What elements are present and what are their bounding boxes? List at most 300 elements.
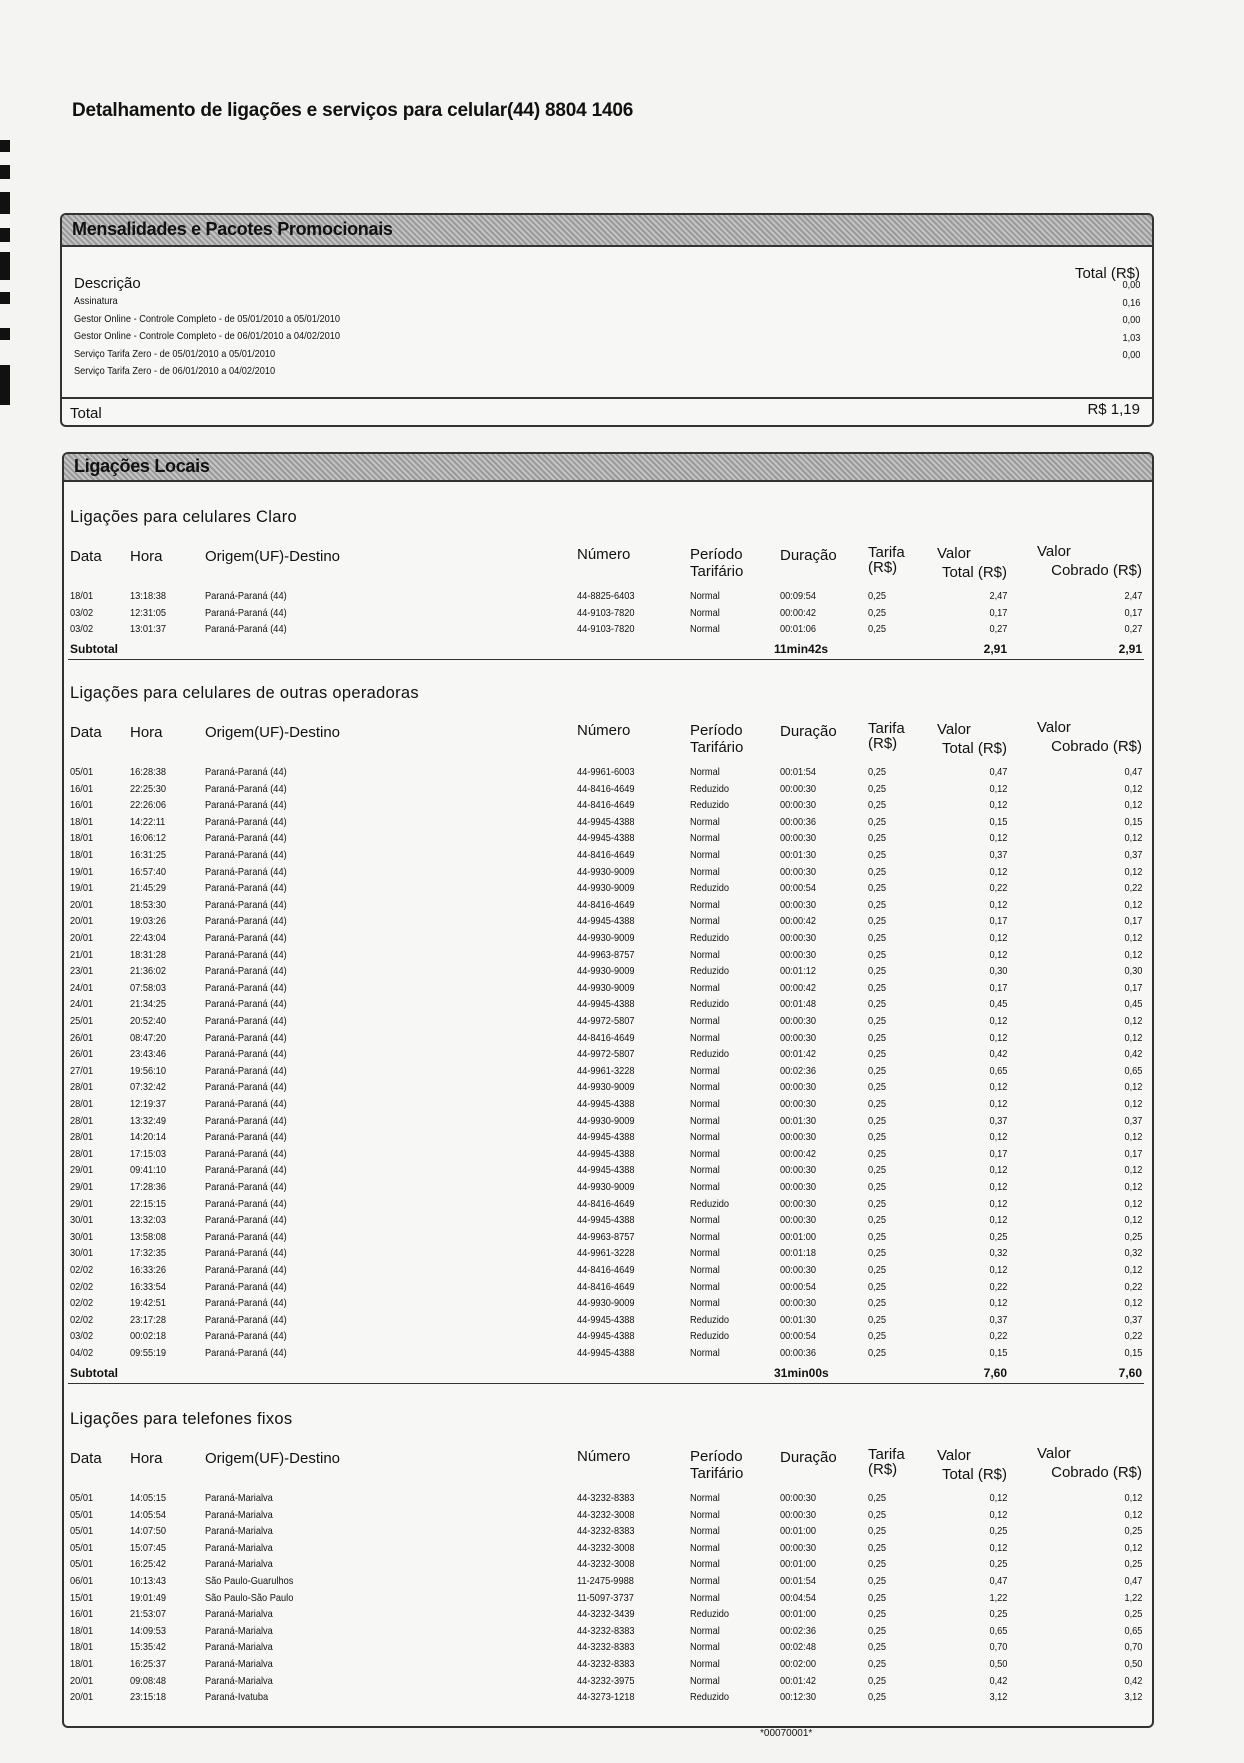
cell-periodo: Normal <box>690 1114 720 1127</box>
cell-tarifa: 0,25 <box>868 1147 886 1160</box>
cell-periodo: Reduzido <box>690 1197 730 1210</box>
cell-duracao: 00:00:30 <box>780 1297 816 1310</box>
cell-origem: Paraná-Paraná (44) <box>205 965 287 978</box>
cell-valor-cobrado: 0,12 <box>1124 1297 1142 1310</box>
cell-origem: Paraná-Paraná (44) <box>205 832 287 845</box>
total-value: R$ 1,19 <box>1087 401 1140 418</box>
cell-tarifa: 0,25 <box>868 882 886 895</box>
cell-data: 24/01 <box>70 998 94 1011</box>
cell-valor-total: 0,12 <box>989 948 1007 961</box>
cell-hora: 16:28:38 <box>130 766 166 778</box>
cell-periodo: Normal <box>690 606 720 619</box>
cell-numero: 44-3232-8383 <box>577 1624 635 1637</box>
cell-tarifa: 0,25 <box>868 1264 886 1276</box>
col-origem: Origem(UF)-Destino <box>205 724 341 741</box>
col-numero: Número <box>577 1448 631 1465</box>
cell-numero: 44-9972-5807 <box>577 1015 635 1027</box>
cell-periodo: Reduzido <box>690 1330 730 1343</box>
cell-periodo: Normal <box>690 1247 720 1260</box>
cell-hora: 14:05:15 <box>130 1492 166 1504</box>
cell-periodo: Normal <box>690 815 720 828</box>
cell-tarifa: 0,25 <box>868 1591 886 1604</box>
cell-tarifa: 0,25 <box>868 865 886 878</box>
cell-valor-cobrado: 0,17 <box>1124 1147 1142 1160</box>
cell-data: 26/01 <box>70 1031 94 1044</box>
col-valor-cobrado: Valor <box>1037 719 1071 736</box>
cell-valor-total: 0,30 <box>989 965 1007 978</box>
cell-periodo: Normal <box>690 1098 720 1110</box>
col-valor-total: Valor <box>937 721 971 738</box>
col-data: Data <box>70 548 102 565</box>
cell-valor-total: 0,17 <box>989 606 1007 619</box>
cell-hora: 15:35:42 <box>130 1641 166 1654</box>
cell-tarifa: 0,25 <box>868 1508 886 1521</box>
col-periodo: Período <box>690 722 743 739</box>
divider <box>62 397 1152 399</box>
cell-valor-total: 0,65 <box>989 1064 1007 1077</box>
cell-periodo: Normal <box>690 1575 720 1587</box>
cell-periodo: Normal <box>690 1624 720 1637</box>
cell-tarifa: 0,25 <box>868 1558 886 1571</box>
cell-periodo: Normal <box>690 1015 720 1027</box>
cell-tarifa: 0,25 <box>868 1525 886 1538</box>
item-value: 0,00 <box>1122 279 1140 291</box>
cell-numero: 44-9963-8757 <box>577 948 635 961</box>
item-description: Assinatura <box>74 295 118 307</box>
cell-valor-cobrado: 0,12 <box>1124 932 1142 944</box>
cell-valor-total: 0,32 <box>989 1247 1007 1260</box>
cell-numero: 44-8416-4649 <box>577 1197 635 1210</box>
item-description: Serviço Tarifa Zero - de 06/01/2010 a 04/02/2010 <box>74 365 276 377</box>
cell-origem: Paraná-Paraná (44) <box>205 1131 287 1144</box>
cell-tarifa: 0,25 <box>868 782 886 795</box>
cell-hora: 19:56:10 <box>130 1064 166 1077</box>
cell-valor-total: 2,47 <box>989 590 1007 602</box>
cell-hora: 13:58:08 <box>130 1230 166 1243</box>
scan-mark <box>0 252 10 280</box>
cell-valor-total: 0,12 <box>989 1214 1007 1227</box>
cell-origem: Paraná-Paraná (44) <box>205 915 287 928</box>
cell-numero: 44-9945-4388 <box>577 1098 635 1110</box>
cell-valor-total: 0,37 <box>989 1114 1007 1127</box>
cell-data: 06/01 <box>70 1575 94 1587</box>
cell-periodo: Reduzido <box>690 965 730 978</box>
cell-tarifa: 0,25 <box>868 1214 886 1227</box>
cell-numero: 44-9945-4388 <box>577 1347 635 1359</box>
cell-valor-total: 0,17 <box>989 915 1007 928</box>
cell-numero: 44-9945-4388 <box>577 998 635 1011</box>
cell-valor-cobrado: 0,12 <box>1124 1181 1142 1193</box>
cell-tarifa: 0,25 <box>868 1048 886 1061</box>
cell-data: 05/01 <box>70 766 94 778</box>
cell-valor-total: 0,12 <box>989 832 1007 845</box>
cell-valor-total: 0,12 <box>989 799 1007 812</box>
cell-valor-cobrado: 0,37 <box>1124 849 1142 861</box>
cell-tarifa: 0,25 <box>868 915 886 928</box>
cell-duracao: 00:00:54 <box>780 1280 816 1293</box>
cell-valor-cobrado: 0,12 <box>1124 1492 1142 1504</box>
cell-data: 23/01 <box>70 965 94 978</box>
cell-valor-total: 0,12 <box>989 1015 1007 1027</box>
cell-periodo: Reduzido <box>690 998 730 1011</box>
cell-origem: Paraná-Paraná (44) <box>205 590 287 602</box>
cell-origem: Paraná-Paraná (44) <box>205 782 287 795</box>
cell-numero: 44-9930-9009 <box>577 865 635 878</box>
cell-valor-cobrado: 0,17 <box>1124 606 1142 619</box>
cell-valor-cobrado: 0,15 <box>1124 815 1142 828</box>
cell-valor-cobrado: 0,12 <box>1124 1131 1142 1144</box>
cell-valor-total: 0,12 <box>989 1264 1007 1276</box>
cell-tarifa: 0,25 <box>868 1658 886 1670</box>
cell-tarifa: 0,25 <box>868 1330 886 1343</box>
mensalidades-header-bar <box>62 215 1152 247</box>
cell-data: 30/01 <box>70 1247 94 1260</box>
cell-duracao: 00:02:48 <box>780 1641 816 1654</box>
cell-numero: 44-8416-4649 <box>577 1264 635 1276</box>
cell-periodo: Normal <box>690 948 720 961</box>
cell-valor-cobrado: 0,25 <box>1124 1608 1142 1621</box>
cell-periodo: Normal <box>690 1181 720 1193</box>
cell-hora: 16:25:37 <box>130 1658 166 1670</box>
cell-tarifa: 0,25 <box>868 1131 886 1144</box>
col-valor-total-2: Total (R$) <box>941 564 1007 581</box>
cell-hora: 08:47:20 <box>130 1031 166 1044</box>
cell-numero: 11-5097-3737 <box>577 1591 634 1604</box>
cell-data: 25/01 <box>70 1015 94 1027</box>
cell-tarifa: 0,25 <box>868 832 886 845</box>
cell-duracao: 00:00:36 <box>780 815 816 828</box>
col-periodo: Período <box>690 1448 743 1465</box>
cell-data: 02/02 <box>70 1280 94 1293</box>
cell-tarifa: 0,25 <box>868 1608 886 1621</box>
cell-numero: 44-9930-9009 <box>577 1114 635 1127</box>
subtotal-label: Subtotal <box>70 641 118 656</box>
cell-periodo: Reduzido <box>690 882 730 895</box>
cell-duracao: 00:00:36 <box>780 1347 816 1359</box>
scan-mark <box>0 192 10 214</box>
cell-origem: São Paulo-São Paulo <box>205 1591 294 1604</box>
cell-hora: 13:01:37 <box>130 623 166 636</box>
cell-origem: Paraná-Paraná (44) <box>205 865 287 878</box>
cell-duracao: 00:00:42 <box>780 606 816 619</box>
cell-hora: 22:15:15 <box>130 1197 166 1210</box>
cell-tarifa: 0,25 <box>868 766 886 778</box>
cell-hora: 16:33:54 <box>130 1280 166 1293</box>
item-value: 0,16 <box>1122 296 1140 309</box>
scan-mark <box>0 165 10 179</box>
cell-periodo: Normal <box>690 623 720 636</box>
cell-origem: Paraná-Paraná (44) <box>205 1214 287 1227</box>
col-duracao: Duração <box>780 1449 837 1466</box>
cell-numero: 44-9945-4388 <box>577 915 635 928</box>
cell-origem: Paraná-Paraná (44) <box>205 623 287 636</box>
cell-duracao: 00:00:30 <box>780 1541 816 1554</box>
cell-duracao: 00:01:42 <box>780 1674 816 1687</box>
cell-hora: 14:09:53 <box>130 1624 166 1637</box>
cell-valor-total: 0,27 <box>989 623 1007 636</box>
cell-hora: 16:31:25 <box>130 849 166 861</box>
cell-numero: 44-3232-3008 <box>577 1541 635 1554</box>
cell-duracao: 00:09:54 <box>780 590 816 602</box>
section-title: Ligações para celulares Claro <box>70 508 297 526</box>
cell-origem: Paraná-Paraná (44) <box>205 1280 287 1293</box>
cell-valor-total: 0,22 <box>989 1330 1007 1343</box>
cell-data: 18/01 <box>70 849 94 861</box>
cell-data: 03/02 <box>70 606 94 619</box>
cell-numero: 44-3232-8383 <box>577 1525 635 1538</box>
cell-tarifa: 0,25 <box>868 1347 886 1359</box>
item-value: 1,03 <box>1122 331 1140 344</box>
cell-periodo: Normal <box>690 590 720 602</box>
cell-periodo: Normal <box>690 1230 720 1243</box>
scan-mark <box>0 228 10 242</box>
cell-valor-cobrado: 0,47 <box>1124 1575 1142 1587</box>
cell-data: 02/02 <box>70 1313 94 1326</box>
cell-valor-total: 0,12 <box>989 782 1007 795</box>
col-tarifa: Tarifa <box>868 1446 905 1463</box>
cell-duracao: 00:00:30 <box>780 799 816 812</box>
divider <box>68 659 1144 660</box>
col-periodo-2: Tarifário <box>690 563 744 580</box>
cell-hora: 23:17:28 <box>130 1313 166 1326</box>
cell-duracao: 00:00:30 <box>780 1098 816 1110</box>
cell-duracao: 00:12:30 <box>780 1691 816 1704</box>
cell-duracao: 00:00:30 <box>780 932 816 944</box>
cell-valor-total: 0,12 <box>989 1031 1007 1044</box>
cell-duracao: 00:01:30 <box>780 1114 816 1127</box>
col-valor-total: Valor <box>937 545 971 562</box>
cell-valor-cobrado: 0,12 <box>1124 898 1142 911</box>
cell-valor-total: 0,25 <box>989 1230 1007 1243</box>
cell-data: 18/01 <box>70 1658 94 1670</box>
cell-valor-total: 0,22 <box>989 1280 1007 1293</box>
cell-tarifa: 0,25 <box>868 1164 886 1177</box>
col-origem: Origem(UF)-Destino <box>205 548 341 565</box>
col-valor-cobrado-2: Cobrado (R$) <box>1051 738 1142 755</box>
cell-periodo: Reduzido <box>690 799 730 812</box>
cell-origem: Paraná-Paraná (44) <box>205 1147 287 1160</box>
cell-valor-cobrado: 0,65 <box>1124 1624 1142 1637</box>
cell-data: 03/02 <box>70 623 94 636</box>
cell-valor-cobrado: 0,22 <box>1124 1330 1142 1343</box>
cell-valor-cobrado: 0,12 <box>1124 1508 1142 1521</box>
cell-periodo: Normal <box>690 1525 720 1538</box>
cell-origem: Paraná-Marialva <box>205 1641 273 1654</box>
col-periodo-2: Tarifário <box>690 1465 744 1482</box>
cell-numero: 44-8416-4649 <box>577 799 635 812</box>
cell-hora: 13:18:38 <box>130 590 166 602</box>
cell-data: 15/01 <box>70 1591 94 1604</box>
cell-hora: 21:36:02 <box>130 965 166 978</box>
cell-hora: 22:25:30 <box>130 782 166 795</box>
cell-numero: 44-3273-1218 <box>577 1691 635 1704</box>
cell-hora: 12:19:37 <box>130 1098 166 1110</box>
cell-tarifa: 0,25 <box>868 799 886 812</box>
cell-numero: 44-9945-4388 <box>577 815 635 828</box>
cell-data: 20/01 <box>70 932 94 944</box>
cell-duracao: 00:00:30 <box>780 1131 816 1144</box>
cell-tarifa: 0,25 <box>868 1297 886 1310</box>
col-data: Data <box>70 724 102 741</box>
cell-tarifa: 0,25 <box>868 932 886 944</box>
col-periodo: Período <box>690 546 743 563</box>
cell-data: 18/01 <box>70 832 94 845</box>
cell-origem: Paraná-Paraná (44) <box>205 998 287 1011</box>
cell-tarifa: 0,25 <box>868 1114 886 1127</box>
cell-origem: Paraná-Paraná (44) <box>205 1181 287 1193</box>
cell-origem: Paraná-Paraná (44) <box>205 1048 287 1061</box>
cell-valor-total: 0,12 <box>989 865 1007 878</box>
cell-valor-cobrado: 0,47 <box>1124 766 1142 778</box>
cell-duracao: 00:00:30 <box>780 782 816 795</box>
col-data: Data <box>70 1450 102 1467</box>
cell-periodo: Normal <box>690 1492 720 1504</box>
cell-duracao: 00:00:30 <box>780 1081 816 1094</box>
cell-valor-cobrado: 0,12 <box>1124 1081 1142 1094</box>
cell-periodo: Normal <box>690 1164 720 1177</box>
cell-numero: 44-8416-4649 <box>577 898 635 911</box>
cell-periodo: Normal <box>690 1147 720 1160</box>
col-total: Total (R$) <box>1074 265 1140 282</box>
cell-valor-cobrado: 0,12 <box>1124 948 1142 961</box>
cell-tarifa: 0,25 <box>868 898 886 911</box>
col-numero: Número <box>577 546 631 563</box>
cell-valor-cobrado: 0,30 <box>1124 965 1142 978</box>
cell-duracao: 00:00:30 <box>780 1508 816 1521</box>
cell-valor-total: 0,25 <box>989 1558 1007 1571</box>
cell-origem: Paraná-Paraná (44) <box>205 932 287 944</box>
cell-data: 16/01 <box>70 782 94 795</box>
cell-valor-cobrado: 0,32 <box>1124 1247 1142 1260</box>
cell-origem: Paraná-Paraná (44) <box>205 1247 287 1260</box>
subtotal-duracao: 11min42s <box>774 641 829 656</box>
cell-numero: 44-9961-6003 <box>577 766 635 778</box>
ligacoes-locais-box <box>62 452 1154 1728</box>
cell-duracao: 00:00:42 <box>780 915 816 928</box>
cell-data: 28/01 <box>70 1131 94 1144</box>
cell-tarifa: 0,25 <box>868 1230 886 1243</box>
cell-hora: 13:32:03 <box>130 1214 166 1227</box>
cell-valor-cobrado: 0,25 <box>1124 1230 1142 1243</box>
cell-duracao: 00:00:30 <box>780 898 816 911</box>
cell-data: 16/01 <box>70 799 94 812</box>
cell-origem: Paraná-Paraná (44) <box>205 981 287 994</box>
item-description: Serviço Tarifa Zero - de 05/01/2010 a 05/01/2010 <box>74 347 276 360</box>
cell-duracao: 00:01:00 <box>780 1525 816 1538</box>
cell-valor-cobrado: 0,12 <box>1124 1015 1142 1027</box>
cell-data: 28/01 <box>70 1114 94 1127</box>
cell-data: 20/01 <box>70 898 94 911</box>
subtotal-cobrado: 7,60 <box>1118 1365 1142 1380</box>
cell-origem: Paraná-Marialva <box>205 1624 273 1637</box>
cell-data: 28/01 <box>70 1081 94 1094</box>
cell-valor-total: 0,65 <box>989 1624 1007 1637</box>
cell-data: 20/01 <box>70 915 94 928</box>
cell-hora: 18:53:30 <box>130 898 166 911</box>
cell-valor-total: 0,12 <box>989 1297 1007 1310</box>
cell-data: 30/01 <box>70 1214 94 1227</box>
cell-duracao: 00:00:54 <box>780 1330 816 1343</box>
cell-tarifa: 0,25 <box>868 1197 886 1210</box>
cell-duracao: 00:02:36 <box>780 1624 816 1637</box>
cell-duracao: 00:00:30 <box>780 832 816 845</box>
cell-valor-cobrado: 0,50 <box>1124 1658 1142 1670</box>
cell-duracao: 00:00:30 <box>780 1492 816 1504</box>
cell-tarifa: 0,25 <box>868 1575 886 1587</box>
cell-origem: Paraná-Paraná (44) <box>205 799 287 812</box>
cell-numero: 44-8416-4649 <box>577 849 635 861</box>
cell-data: 28/01 <box>70 1147 94 1160</box>
cell-numero: 44-3232-3439 <box>577 1608 635 1621</box>
cell-valor-cobrado: 0,12 <box>1124 1031 1142 1044</box>
mensalidades-box <box>60 213 1154 427</box>
cell-duracao: 00:00:54 <box>780 882 816 895</box>
cell-periodo: Reduzido <box>690 1313 730 1326</box>
cell-data: 03/02 <box>70 1330 94 1343</box>
cell-valor-cobrado: 0,42 <box>1124 1674 1142 1687</box>
cell-valor-cobrado: 0,25 <box>1124 1525 1142 1538</box>
cell-valor-cobrado: 0,65 <box>1124 1064 1142 1077</box>
cell-numero: 44-9930-9009 <box>577 981 635 994</box>
cell-hora: 19:01:49 <box>130 1591 166 1604</box>
cell-valor-total: 0,45 <box>989 998 1007 1011</box>
item-description: Gestor Online - Controle Completo - de 05/01/2010 a 05/01/2010 <box>74 312 341 325</box>
cell-duracao: 00:00:30 <box>780 1164 816 1177</box>
col-duracao: Duração <box>780 547 837 564</box>
col-valor-cobrado-2: Cobrado (R$) <box>1051 562 1142 579</box>
cell-valor-cobrado: 0,22 <box>1124 882 1142 895</box>
cell-data: 18/01 <box>70 815 94 828</box>
cell-periodo: Normal <box>690 1280 720 1293</box>
cell-origem: Paraná-Marialva <box>205 1525 273 1538</box>
cell-hora: 09:41:10 <box>130 1164 166 1177</box>
cell-data: 29/01 <box>70 1164 94 1177</box>
cell-valor-cobrado: 0,12 <box>1124 1264 1142 1276</box>
cell-tarifa: 0,25 <box>868 1081 886 1094</box>
col-hora: Hora <box>130 724 163 741</box>
cell-valor-total: 0,12 <box>989 1098 1007 1110</box>
cell-hora: 14:05:54 <box>130 1508 166 1521</box>
cell-periodo: Reduzido <box>690 1691 730 1704</box>
cell-numero: 44-9930-9009 <box>577 1081 635 1094</box>
subtotal-duracao: 31min00s <box>774 1365 829 1380</box>
cell-numero: 44-9961-3228 <box>577 1247 635 1260</box>
cell-origem: Paraná-Marialva <box>205 1558 273 1571</box>
cell-valor-cobrado: 0,12 <box>1124 1541 1142 1554</box>
cell-tarifa: 0,25 <box>868 1641 886 1654</box>
col-origem: Origem(UF)-Destino <box>205 1450 341 1467</box>
cell-data: 02/02 <box>70 1264 94 1276</box>
cell-numero: 44-8416-4649 <box>577 1280 635 1293</box>
cell-hora: 21:45:29 <box>130 882 166 895</box>
cell-periodo: Normal <box>690 1541 720 1554</box>
cell-tarifa: 0,25 <box>868 1280 886 1293</box>
cell-numero: 44-3232-3975 <box>577 1674 635 1687</box>
col-tarifa-2: (R$) <box>868 735 898 752</box>
cell-valor-total: 3,12 <box>989 1691 1007 1704</box>
locais-header: Ligações Locais <box>74 456 210 476</box>
cell-periodo: Normal <box>690 898 720 911</box>
cell-numero: 44-9103-7820 <box>577 606 635 619</box>
cell-numero: 44-9963-8757 <box>577 1230 635 1243</box>
col-valor-cobrado: Valor <box>1037 543 1071 560</box>
cell-hora: 20:52:40 <box>130 1015 166 1027</box>
cell-origem: Paraná-Paraná (44) <box>205 766 287 778</box>
cell-periodo: Normal <box>690 981 720 994</box>
cell-valor-cobrado: 0,25 <box>1124 1558 1142 1571</box>
cell-periodo: Normal <box>690 1064 720 1077</box>
cell-hora: 07:32:42 <box>130 1081 166 1094</box>
